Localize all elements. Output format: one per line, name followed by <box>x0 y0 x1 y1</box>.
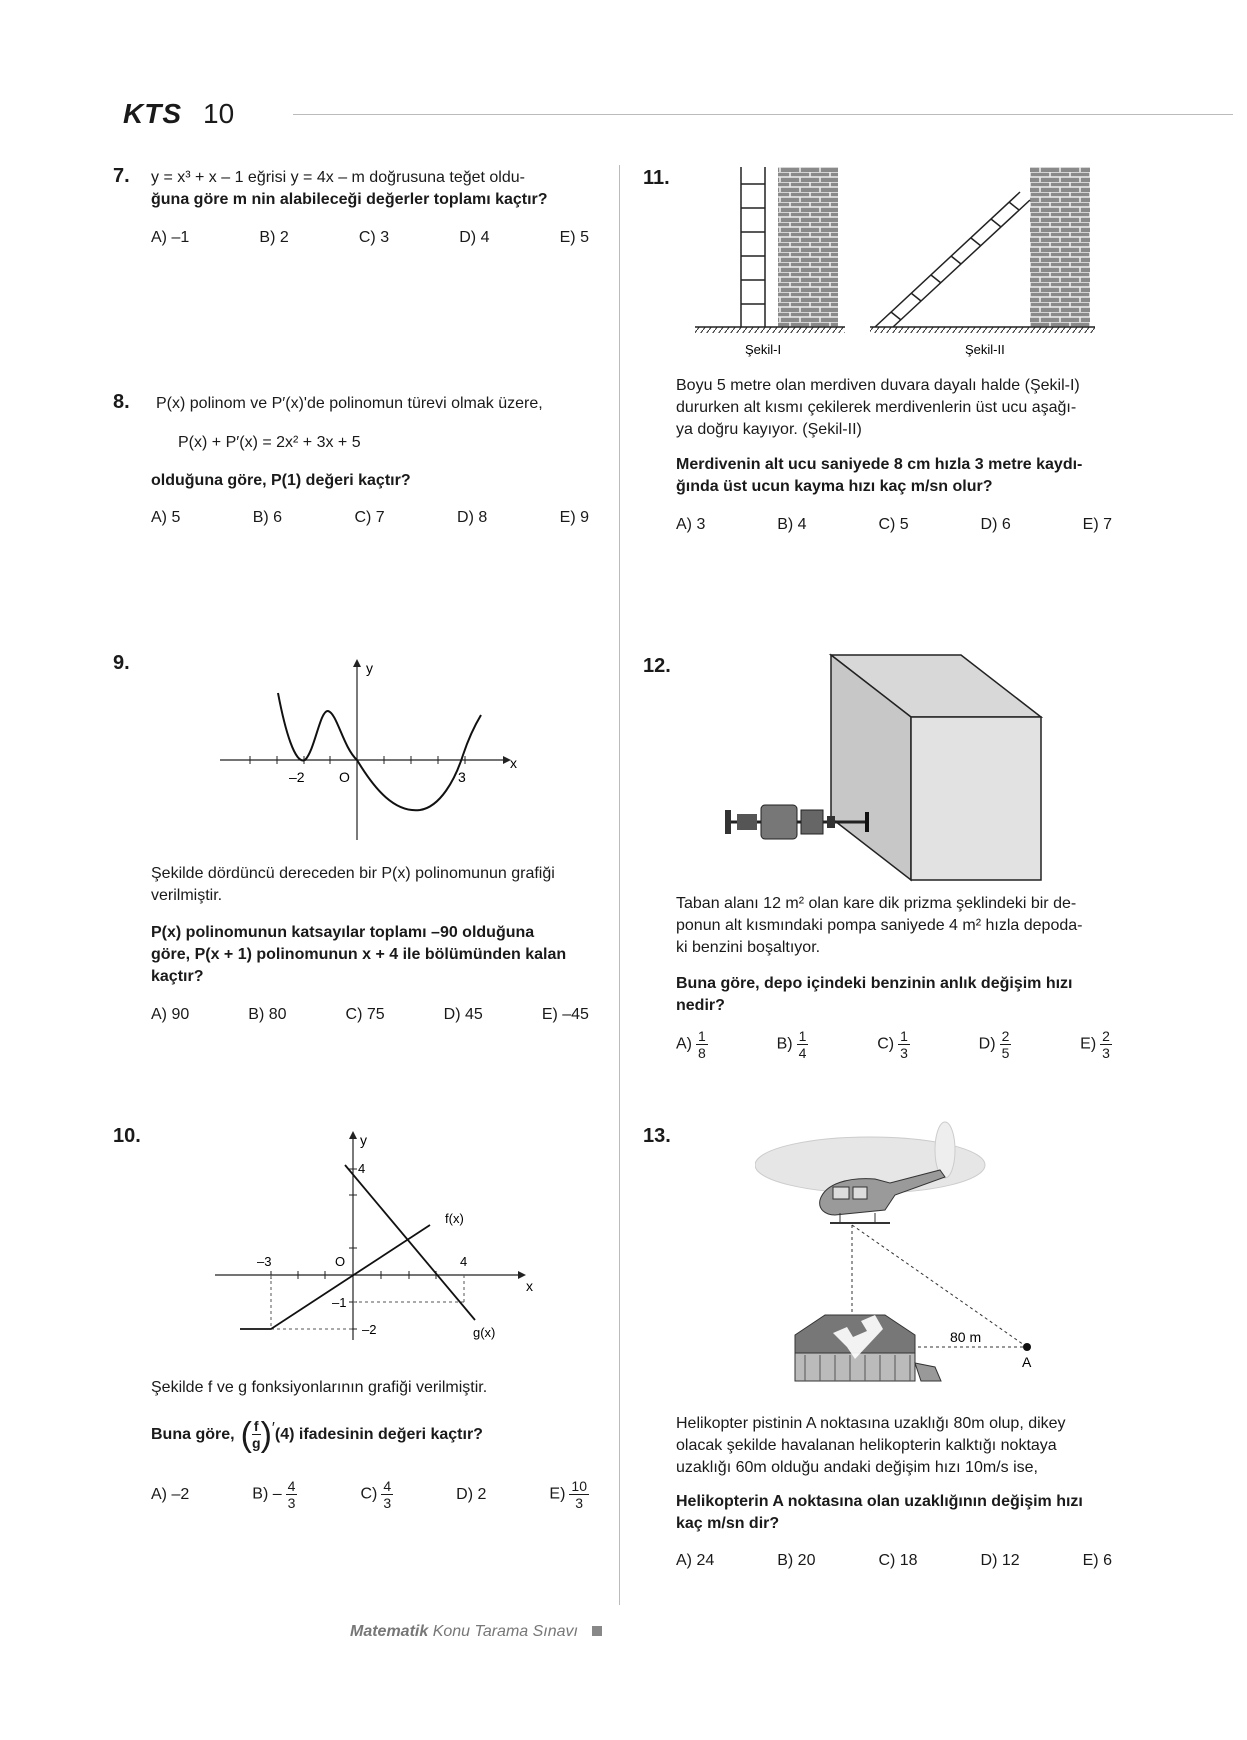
q9-choices <box>151 1006 589 1024</box>
footer-title: Konu Tarama Sınavı <box>432 1623 578 1640</box>
q9-choice-d[interactable]: D) 45 <box>443 1006 483 1023</box>
q11-question <box>676 454 1126 498</box>
q8-number: 8. <box>113 391 130 413</box>
q12-q-line1: Buna göre, depo içindeki benzinin anlık değişim hızı <box>676 975 1073 992</box>
q8-choice-c[interactable]: C) 7 <box>354 509 385 526</box>
q8-choice-b[interactable]: B) 6 <box>252 509 283 526</box>
q10-q-suffix: (4) ifadesinin değeri kaçtır? <box>274 1425 483 1443</box>
q12-tank-figure <box>715 650 1115 890</box>
q7-choice-d[interactable]: D) 4 <box>459 229 490 246</box>
q13-number: 13. <box>643 1125 671 1147</box>
q10-choice-a[interactable]: A) –2 <box>151 1485 190 1503</box>
q9-polynomial-curve <box>278 693 481 810</box>
q12-question <box>676 973 1126 1017</box>
q11-p1-line1: Boyu 5 metre olan merdiven duvara dayalı halde (Şekil-I) <box>676 377 1080 394</box>
q9-x-label: x <box>510 755 517 771</box>
q12-choice-c[interactable]: C) $\frac{1}{3}$ <box>877 1028 908 1061</box>
q7-choice-b[interactable]: B) 2 <box>259 229 289 246</box>
q9-choice-a[interactable]: A) 90 <box>151 1006 190 1023</box>
q7-choice-c[interactable]: C) 3 <box>358 229 390 246</box>
q10-choice-b[interactable]: B) – $\frac{4}{3}$ <box>252 1478 296 1511</box>
q8-choice-e[interactable]: E) 9 <box>559 509 589 526</box>
q9-tick-neg2: –2 <box>289 769 305 785</box>
footer-subject: Matematik <box>350 1623 429 1640</box>
q10-choice-d[interactable]: D) 2 <box>456 1485 487 1503</box>
q10-f-label: f(x) <box>445 1211 464 1226</box>
q10-origin: O <box>335 1254 346 1269</box>
q10-graph <box>205 1125 545 1350</box>
q11-choices <box>676 516 1112 534</box>
q13-paragraph <box>676 1413 1126 1479</box>
q7-choice-a[interactable]: A) –1 <box>151 229 190 246</box>
q12-p-line2: ponun alt kısmındaki pompa saniyede 4 m² hızla depoda- <box>676 917 1083 934</box>
q10-g-label: g(x) <box>473 1325 496 1340</box>
q9-choice-e[interactable]: E) –45 <box>541 1006 589 1023</box>
q10-q-frac-num: f <box>253 1418 259 1434</box>
footer-square-icon <box>592 1626 602 1636</box>
q12-number: 12. <box>643 655 671 677</box>
q13-helicopter-figure <box>755 1115 1095 1415</box>
q11-p1-line2: dururken alt kısmı çekilerek merdivenlerin üst ucu aşağı- <box>676 399 1077 416</box>
q11-paragraph <box>676 375 1126 441</box>
q9-desc-line2: verilmiştir. <box>151 887 223 904</box>
q13-p-line2: olacak şekilde havalanan helikopterin kalktığı noktaya <box>676 1437 1057 1454</box>
q13-choices <box>676 1552 1112 1570</box>
q13-choice-a[interactable]: A) 24 <box>676 1552 715 1569</box>
q11-q-line2: ğında üst ucun kayma hızı kaç m/sn olur? <box>676 478 993 495</box>
q10-tick-neg1: –1 <box>332 1295 347 1310</box>
q7-choices <box>151 229 589 247</box>
q8-choices <box>151 509 589 527</box>
q11-wall-2 <box>1030 167 1090 327</box>
column-divider <box>619 165 620 1605</box>
q9-q-line3: kaçtır? <box>151 968 204 985</box>
footer <box>350 1623 602 1641</box>
q9-y-arrow-icon <box>353 659 361 667</box>
q13-q-line2: kaç m/sn dir? <box>676 1515 780 1532</box>
q9-number: 9. <box>113 652 130 674</box>
q12-tank-front <box>911 717 1041 880</box>
q11-ladder-2 <box>875 192 1030 327</box>
q11-choice-e[interactable]: E) 7 <box>1082 516 1112 533</box>
q11-number: 11. <box>643 167 670 189</box>
q10-tick-4x: 4 <box>460 1254 468 1269</box>
q9-graph <box>215 655 525 845</box>
q12-paragraph <box>676 893 1126 959</box>
q9-tick-3: 3 <box>458 769 466 785</box>
q12-choice-d[interactable]: D) $\frac{2}{5}$ <box>978 1028 1010 1061</box>
q9-desc-line1: Şekilde dördüncü dereceden bir P(x) polinomunun grafiği <box>151 865 555 882</box>
q11-wall-1 <box>778 167 838 327</box>
q12-p-line1: Taban alanı 12 m² olan kare dik prizma şeklindeki bir de- <box>676 895 1077 912</box>
q7-number: 7. <box>113 165 130 187</box>
q13-dist-label: 80 m <box>950 1329 982 1345</box>
q10-g-line <box>345 1165 475 1320</box>
q13-question <box>676 1491 1126 1535</box>
q10-choices <box>151 1478 589 1511</box>
q10-x-arrow-icon <box>518 1271 526 1279</box>
q8-equation: P(x) + P′(x) = 2x² + 3x + 5 <box>178 434 361 451</box>
q9-q-line2: göre, P(x + 1) polinomunun x + 4 ile bölümünden kalan <box>151 946 567 963</box>
q7-choice-e[interactable]: E) 5 <box>559 229 589 246</box>
q10-number: 10. <box>113 1125 141 1147</box>
q11-choice-c[interactable]: C) 5 <box>878 516 909 533</box>
q13-point-a <box>1023 1343 1031 1351</box>
q7-line1: y = x³ + x – 1 eğrisi y = 4x – m doğrusuna teğet oldu- <box>151 169 525 186</box>
helipad-icon <box>795 1315 941 1381</box>
q11-fig1-label: Şekil-I <box>745 342 782 357</box>
q9-origin: O <box>339 769 350 785</box>
q11-fig2-label: Şekil-II <box>965 342 1005 357</box>
q10-paren-close: ) <box>260 1415 272 1454</box>
q13-p-line3: uzaklığı 60m olduğu andaki değişim hızı 10m/s ise, <box>676 1459 1038 1476</box>
q10-q-prefix: Buna göre, <box>151 1425 235 1443</box>
q12-choice-e[interactable]: E) $\frac{2}{3}$ <box>1080 1028 1110 1061</box>
header-brand: KTS <box>123 98 182 129</box>
q10-tick-4y: 4 <box>358 1161 366 1176</box>
q12-choice-b[interactable]: B) $\frac{1}{4}$ <box>776 1028 807 1061</box>
q10-choice-c[interactable]: C) $\frac{4}{3}$ <box>360 1478 392 1511</box>
q12-q-line2: nedir? <box>676 997 725 1014</box>
q10-q-fraction <box>252 1418 261 1451</box>
q11-ground-hatch-1 <box>695 327 845 333</box>
q9-q-line1: P(x) polinomunun katsayılar toplamı –90 olduğuna <box>151 924 535 941</box>
q10-x-label: x <box>526 1278 533 1294</box>
q8-choice-d[interactable]: D) 8 <box>457 509 488 526</box>
q8-question: olduğuna göre, P(1) değeri kaçtır? <box>151 472 411 489</box>
q11-ladder-1 <box>741 167 765 327</box>
q8-choice-a[interactable]: A) 5 <box>151 509 181 526</box>
q10-tick-neg3: –3 <box>257 1254 272 1269</box>
page-number: 10 <box>203 98 235 129</box>
q13-p-line1: Helikopter pistinin A noktasına uzaklığı 80m olup, dikey <box>676 1415 1066 1432</box>
q13-choice-e[interactable]: E) 6 <box>1082 1552 1112 1569</box>
q11-ground-hatch-2 <box>870 327 1095 333</box>
q9-description <box>151 863 591 907</box>
q11-p1-line3: ya doğru kayıyor. (Şekil-II) <box>676 421 862 438</box>
q13-choice-c[interactable]: C) 18 <box>878 1552 918 1569</box>
q11-choice-a[interactable]: A) 3 <box>676 516 706 533</box>
q10-f-line <box>240 1225 430 1329</box>
q10-y-label: y <box>360 1132 367 1148</box>
q11-choice-b[interactable]: B) 4 <box>777 516 807 533</box>
q9-y-label: y <box>366 660 373 676</box>
q10-guides <box>271 1275 464 1329</box>
q11-ladder-figures <box>685 162 1125 362</box>
q11-choice-d[interactable]: D) 6 <box>980 516 1011 533</box>
q12-choices <box>676 1028 1112 1061</box>
q13-point-label: A <box>1022 1354 1032 1370</box>
q12-p-line3: ki benzini boşaltıyor. <box>676 939 821 956</box>
q10-paren-open: ( <box>240 1415 252 1454</box>
q11-q-line1: Merdivenin alt ucu saniyede 8 cm hızla 3 metre kaydı- <box>676 456 1083 473</box>
q10-choice-e[interactable]: E) $\frac{10}{3}$ <box>549 1478 587 1511</box>
q10-question <box>151 1415 483 1454</box>
header-rule <box>293 114 1233 115</box>
q13-choice-b[interactable]: B) 20 <box>777 1552 816 1569</box>
q7-line2: ğuna göre m nin alabileceği değerler toplamı kaçtır? <box>151 191 548 208</box>
q10-description: Şekilde f ve g fonksiyonlarının grafiği verilmiştir. <box>151 1379 488 1396</box>
q10-y-arrow-icon <box>349 1131 357 1139</box>
q12-choice-a[interactable]: A) $\frac{1}{8}$ <box>676 1028 706 1061</box>
q10-q-prime: ′ <box>271 1420 275 1437</box>
q8-intro: P(x) polinom ve P′(x)'de polinomun türevi olmak üzere, <box>156 395 543 412</box>
q13-q-line1: Helikopterin A noktasına olan uzaklığının değişim hızı <box>676 1493 1083 1510</box>
q13-tail-rotor <box>935 1122 955 1178</box>
q10-tick-neg2: –2 <box>362 1322 377 1337</box>
q9-question <box>151 922 591 988</box>
q13-choice-d[interactable]: D) 12 <box>980 1552 1020 1569</box>
q9-choice-b[interactable]: B) 80 <box>248 1006 287 1023</box>
q7-text <box>151 167 591 211</box>
q10-q-frac-den: g <box>251 1435 261 1451</box>
q9-choice-c[interactable]: C) 75 <box>345 1006 385 1023</box>
